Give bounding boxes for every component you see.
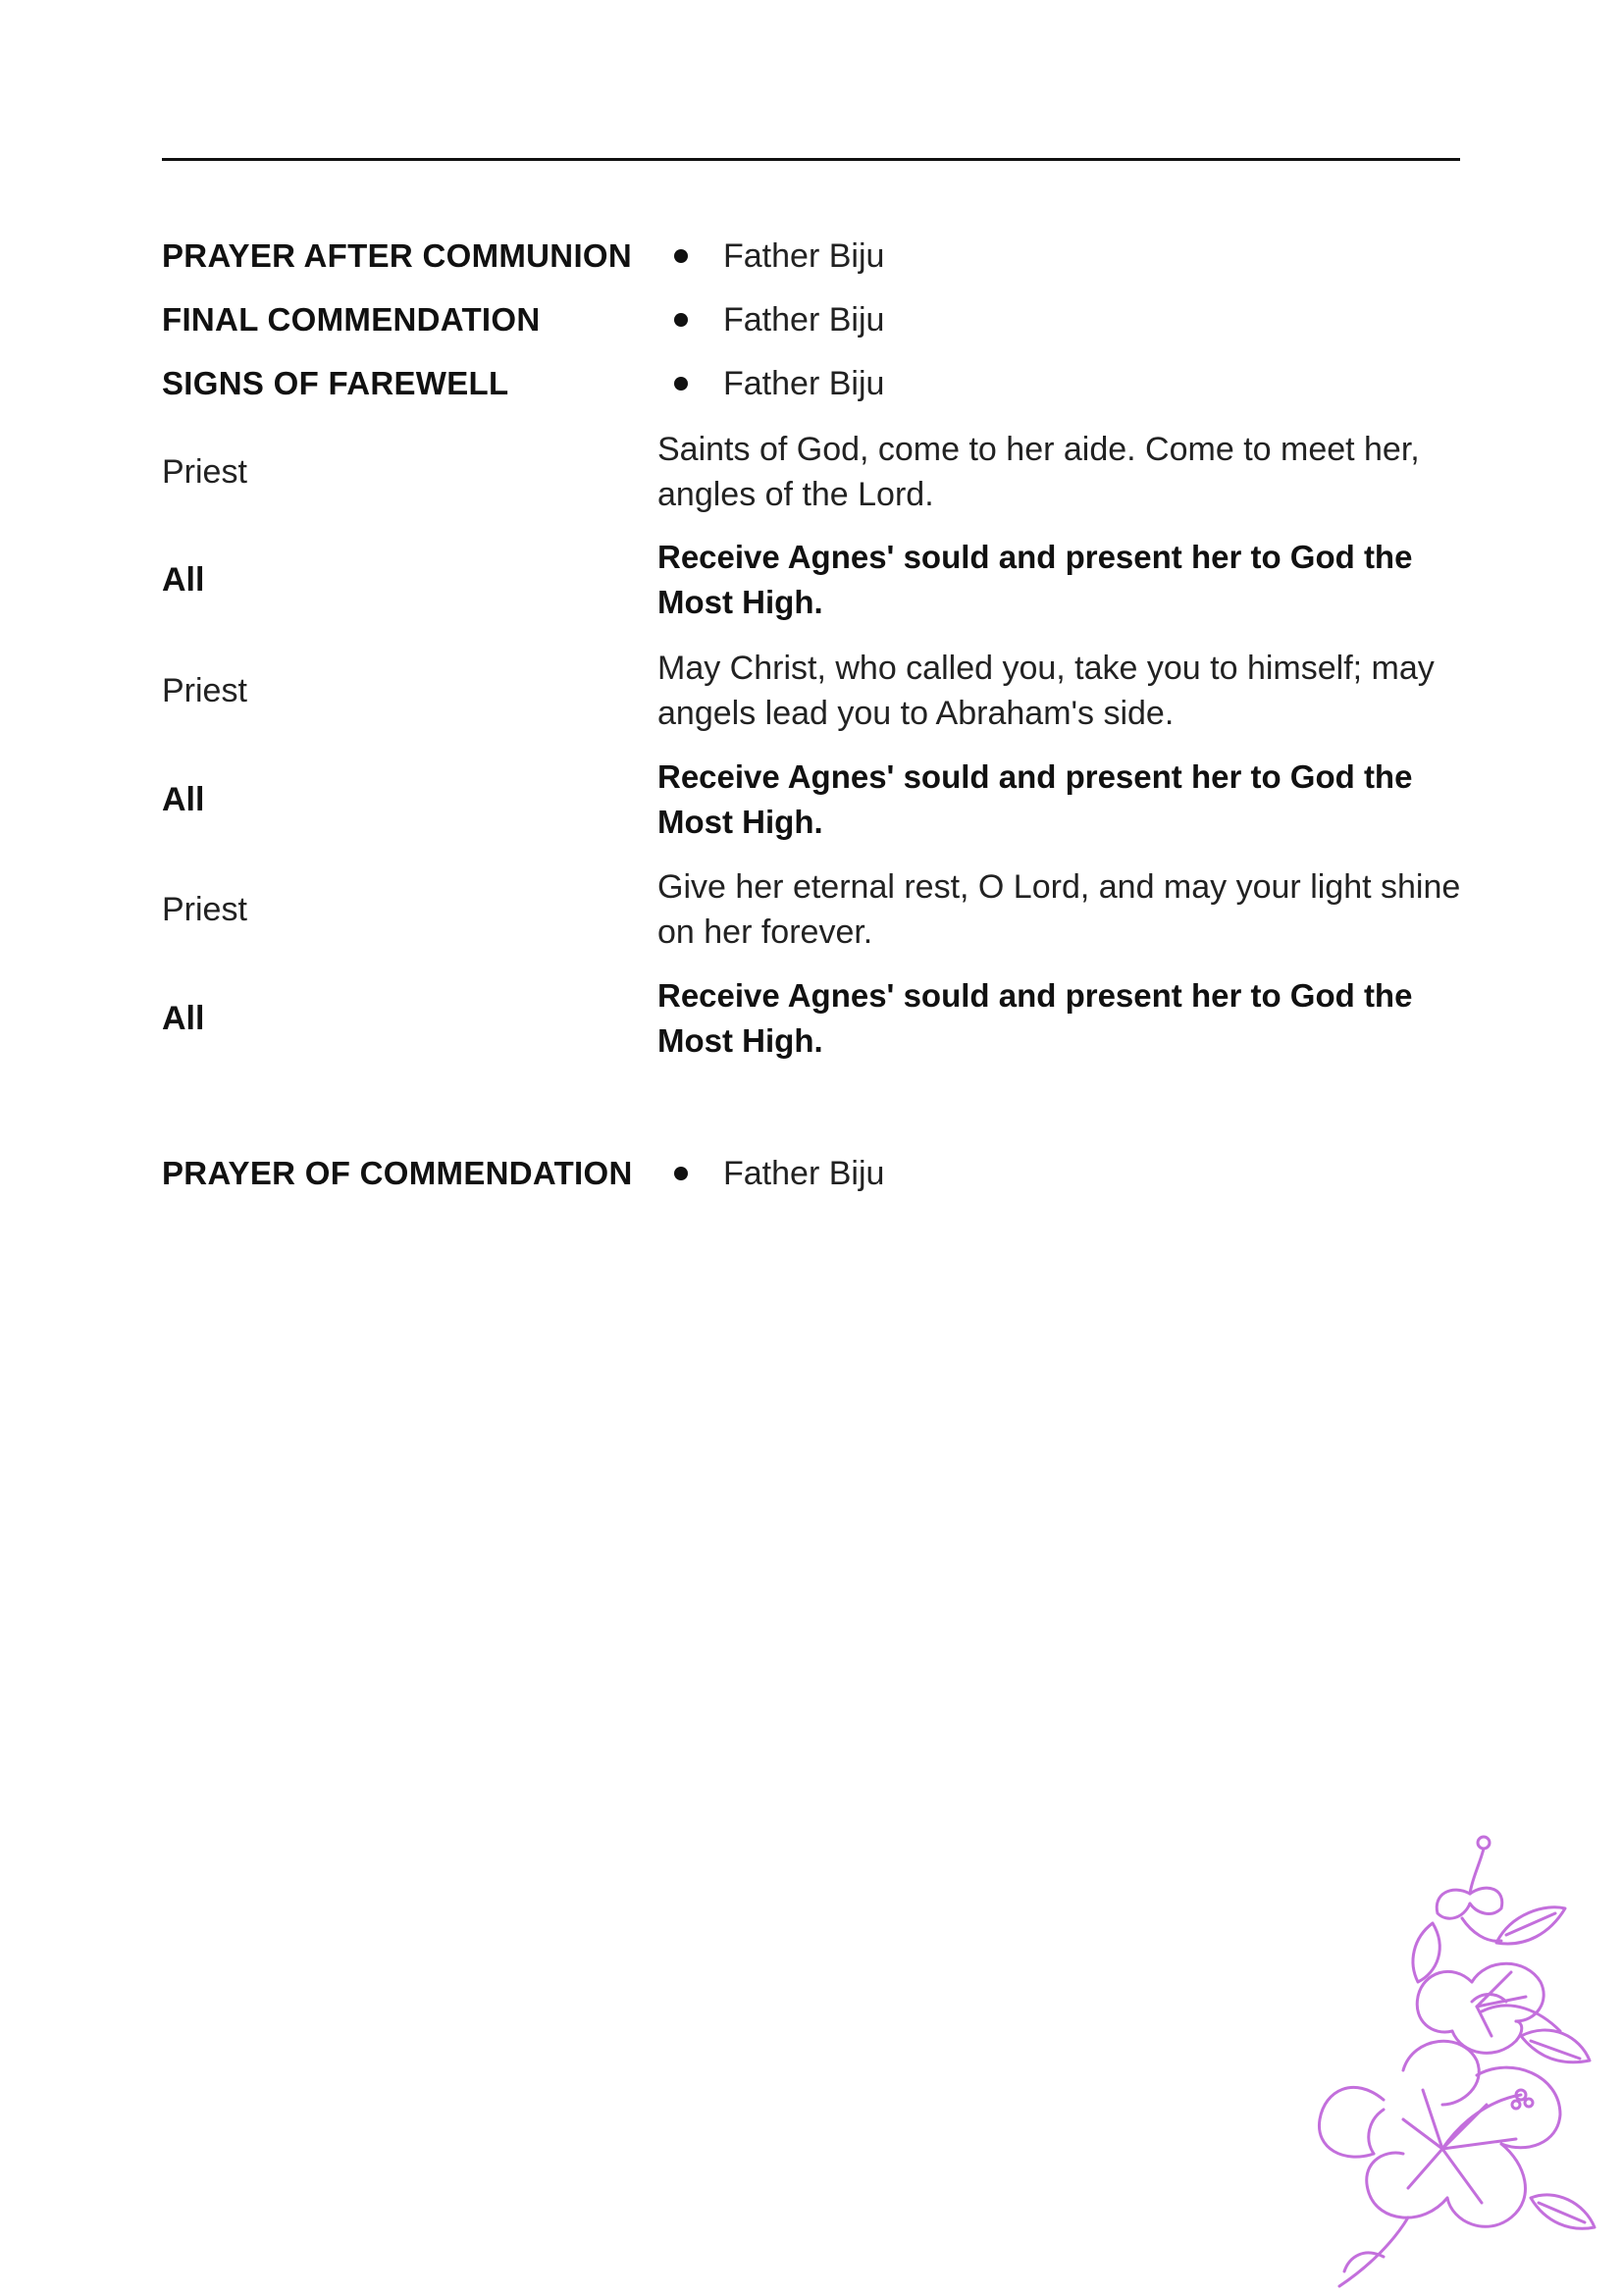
section-title: FINAL COMMENDATION — [162, 301, 541, 338]
leader-list-item — [674, 301, 884, 339]
section-prayer-of-commendation — [162, 1144, 1467, 1203]
response-text: May Christ, who called you, take you to himself; may angels lead you to Abraham's side. — [657, 650, 1435, 732]
speaker-label: Priest — [162, 890, 247, 928]
section-signs-of-farewell — [162, 354, 1467, 413]
section-title: PRAYER OF COMMENDATION — [162, 1155, 633, 1191]
leader-name: Father Biju — [723, 364, 885, 402]
leader-list-item — [674, 365, 884, 403]
leader-list-item — [674, 1155, 884, 1193]
speaker-label: All — [162, 999, 205, 1037]
speaker-label: All — [162, 560, 205, 599]
speaker-label: Priest — [162, 671, 247, 709]
speaker-label: All — [162, 780, 205, 818]
leader-name: Father Biju — [723, 300, 885, 339]
section-prayer-after-communion — [162, 227, 1467, 286]
leader-list-item — [674, 237, 884, 276]
bullet-dot-icon — [674, 249, 688, 263]
speaker-label: Priest — [162, 452, 247, 491]
bullet-dot-icon — [674, 1167, 688, 1180]
leader-name: Father Biju — [723, 1154, 885, 1192]
response-text: Receive Agnes' sould and present her to God the Most High. — [657, 977, 1413, 1059]
bullet-dot-icon — [674, 313, 688, 327]
bullet-dot-icon — [674, 377, 688, 391]
leader-name: Father Biju — [723, 236, 885, 275]
top-divider — [162, 158, 1460, 161]
response-text: Receive Agnes' sould and present her to God the Most High. — [657, 758, 1413, 840]
hibiscus-flower-icon — [1315, 1825, 1609, 2296]
dialog-row — [162, 646, 1467, 736]
section-title: SIGNS OF FAREWELL — [162, 365, 509, 401]
response-text: Saints of God, come to her aide. Come to meet her, angles of the Lord. — [657, 431, 1420, 513]
dialog-row — [162, 535, 1467, 625]
response-text: Receive Agnes' sould and present her to God the Most High. — [657, 539, 1413, 620]
section-title: PRAYER AFTER COMMUNION — [162, 237, 633, 274]
dialog-row — [162, 755, 1467, 845]
dialog-row — [162, 973, 1467, 1064]
response-text: Give her eternal rest, O Lord, and may your light shine on her forever. — [657, 868, 1461, 951]
dialog-row — [162, 864, 1467, 955]
dialog-row — [162, 427, 1467, 517]
section-final-commendation — [162, 290, 1467, 349]
